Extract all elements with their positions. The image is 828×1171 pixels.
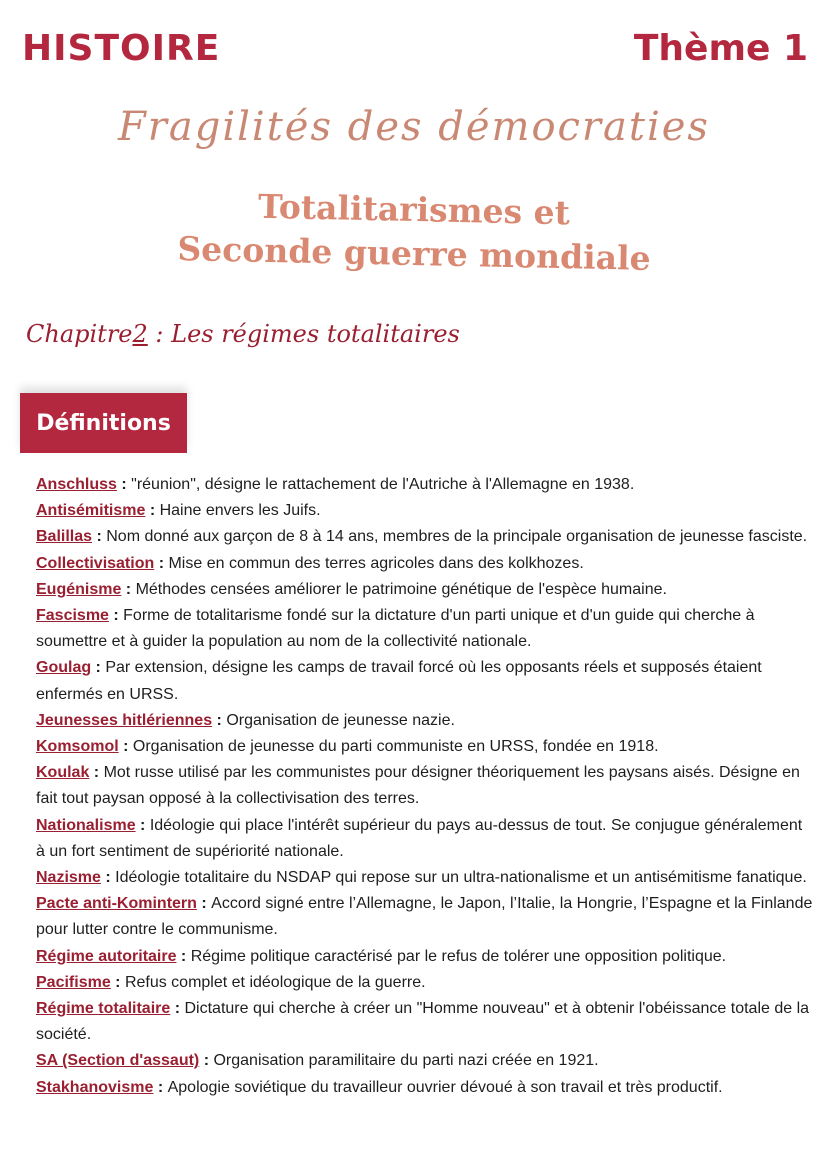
definition-text: Par extension, désigne les camps de travail forcé où les opposants réels et supposés étaient enfermés en URSS. bbox=[36, 659, 762, 703]
definition-text: Idéologie qui place l'intérêt supérieur du pays au-dessus de tout. Se conjugue généralement à un fort sentiment de supériorité nationale. bbox=[36, 816, 803, 860]
definition-term: Komsomol bbox=[36, 738, 119, 756]
definition-item: Goulag : Par extension, désigne les camps de travail forcé où les opposants réels et supposés étaient enfermés en URSS. bbox=[36, 659, 762, 703]
definition-text: Nom donné aux garçon de 8 à 14 ans, membres de la principale organisation de jeunesse fasciste. bbox=[106, 528, 808, 546]
definition-text: Organisation de jeunesse nazie. bbox=[226, 711, 455, 729]
definition-item: Régime totalitaire : Dictature qui cherche à créer un "Homme nouveau" et à obtenir l'obéissance totale de la société. bbox=[36, 1000, 810, 1044]
definition-item: Collectivisation : Mise en commun des terres agricoles dans des kolkhozes. bbox=[36, 554, 584, 572]
definition-term: Jeunesses hitlériennes bbox=[36, 711, 213, 729]
subject-heading: HISTOIRE bbox=[22, 28, 221, 69]
definition-text: "réunion", désigne le rattachement de l'Autriche à l'Allemagne en 1938. bbox=[131, 476, 635, 493]
theme-heading: Thème 1 bbox=[633, 28, 808, 69]
definition-text: Forme de totalitarisme fondé sur la dictature d'un parti unique et d'un guide qui cherche à soumettre et à guider la population au nom de la collectivité nationale. bbox=[36, 607, 755, 651]
definition-text: Accord signé entre l’Allemagne, le Japon, l’Italie, la Hongrie, l’Espagne et la Finlande pour lutter contre le communisme. bbox=[36, 895, 813, 939]
definition-term: Balillas bbox=[36, 528, 93, 546]
definition-text: Mot russe utilisé par les communistes pour désigner théoriquement les paysans aisés. Désigne en fait tout paysan opposé à la collectivisation des terres. bbox=[36, 764, 800, 808]
definition-text: Organisation de jeunesse du parti communiste en URSS, fondée en 1918. bbox=[132, 738, 659, 756]
definition-text: Organisation paramilitaire du parti nazi créée en 1921. bbox=[213, 1052, 599, 1070]
definition-text: Refus complet et idéologique de la guerre. bbox=[124, 973, 426, 991]
definition-item: Stakhanovisme : Apologie soviétique du travailleur ouvrier dévoué à son travail et très productif. bbox=[36, 1078, 723, 1096]
definition-item: SA (Section d'assaut) : Organisation paramilitaire du parti nazi créée en 1921. bbox=[36, 1052, 599, 1070]
definitions-list bbox=[36, 472, 814, 1101]
page-title-line-2: Seconde guerre mondiale bbox=[177, 229, 651, 278]
definition-item: Koulak : Mot russe utilisé par les communistes pour désigner théoriquement les paysans aisés. Désigne en fait tout paysan opposé à la collectivisation des terres. bbox=[36, 764, 800, 808]
definition-item: Balillas : Nom donné aux garçon de 8 à 14 ans, membres de la principale organisation de jeunesse fasciste. bbox=[36, 528, 808, 546]
definition-term: Pacte anti-Komintern bbox=[36, 895, 197, 913]
definition-item: Pacte anti-Komintern : Accord signé entre l’Allemagne, le Japon, l’Italie, la Hongrie, l’Espagne et la Finlande pour lutter contre le communisme. bbox=[36, 895, 813, 939]
definition-term: Fascisme bbox=[36, 607, 109, 625]
definition-item: Nationalisme : Idéologie qui place l'intérêt supérieur du pays au-dessus de tout. Se conjugue généralement à un fort sentiment de supériorité nationale. bbox=[36, 816, 803, 860]
definition-term: Nazisme bbox=[36, 869, 101, 887]
chapter-heading bbox=[26, 320, 460, 348]
definition-text: Mise en commun des terres agricoles dans des kolkhozes. bbox=[168, 554, 584, 572]
theme-subtitle: Fragilités des démocraties bbox=[118, 104, 710, 150]
page-title bbox=[0, 188, 828, 276]
definition-term: Anschluss bbox=[36, 476, 117, 493]
definition-text: Régime politique caractérisé par le refus de tolérer une opposition politique. bbox=[190, 947, 727, 965]
definition-term: Goulag bbox=[36, 659, 92, 677]
definition-term: Nationalisme bbox=[36, 816, 136, 834]
definition-term: Régime totalitaire bbox=[36, 1000, 171, 1018]
definition-item: Eugénisme : Méthodes censées améliorer le patrimoine génétique de l'espèce humaine. bbox=[36, 580, 667, 598]
definition-item: Jeunesses hitlériennes : Organisation de jeunesse nazie. bbox=[36, 711, 455, 729]
chapter-number: 2 bbox=[132, 320, 148, 348]
definition-term: Collectivisation bbox=[36, 554, 155, 572]
definition-term: Antisémitisme bbox=[36, 502, 146, 520]
page-title-line-1: Totalitarismes et bbox=[257, 186, 571, 233]
definition-item: Antisémitisme : Haine envers les Juifs. bbox=[36, 502, 321, 520]
definition-item: Régime autoritaire : Régime politique caractérisé par le refus de tolérer une opposition politique. bbox=[36, 947, 727, 965]
definition-text: Idéologie totalitaire du NSDAP qui repose sur un ultra-nationalisme et un antisémitisme fanatique. bbox=[115, 869, 807, 887]
chapter-prefix: Chapitre bbox=[26, 320, 133, 348]
definition-term: Eugénisme bbox=[36, 580, 122, 598]
definition-text: Haine envers les Juifs. bbox=[159, 502, 321, 520]
definition-term: SA (Section d'assaut) bbox=[36, 1052, 200, 1070]
chapter-separator: : bbox=[147, 320, 172, 348]
definition-text: Dictature qui cherche à créer un "Homme nouveau" et à obtenir l'obéissance totale de la société. bbox=[36, 1000, 810, 1044]
definition-item: Nazisme : Idéologie totalitaire du NSDAP qui repose sur un ultra-nationalisme et un antisémitisme fanatique. bbox=[36, 869, 807, 887]
definition-item: Komsomol : Organisation de jeunesse du parti communiste en URSS, fondée en 1918. bbox=[36, 738, 659, 756]
definition-item: Pacifisme : Refus complet et idéologique de la guerre. bbox=[36, 973, 426, 991]
definition-term: Pacifisme bbox=[36, 973, 111, 991]
definitions-badge: Définitions bbox=[20, 393, 187, 453]
definition-item: Fascisme : Forme de totalitarisme fondé sur la dictature d'un parti unique et d'un guide qui cherche à soumettre et à guider la population au nom de la collectivité nationale. bbox=[36, 607, 755, 651]
definition-term: Koulak bbox=[36, 764, 90, 782]
definition-text: Apologie soviétique du travailleur ouvrier dévoué à son travail et très productif. bbox=[167, 1078, 723, 1096]
definition-term: Régime autoritaire bbox=[36, 947, 177, 965]
definition-text: Méthodes censées améliorer le patrimoine génétique de l'espèce humaine. bbox=[135, 580, 667, 598]
definition-item: Anschluss : "réunion", désigne le rattachement de l'Autriche à l'Allemagne en 1938. bbox=[36, 476, 635, 493]
definition-term: Stakhanovisme bbox=[36, 1078, 154, 1096]
chapter-name: Les régimes totalitaires bbox=[171, 320, 460, 348]
